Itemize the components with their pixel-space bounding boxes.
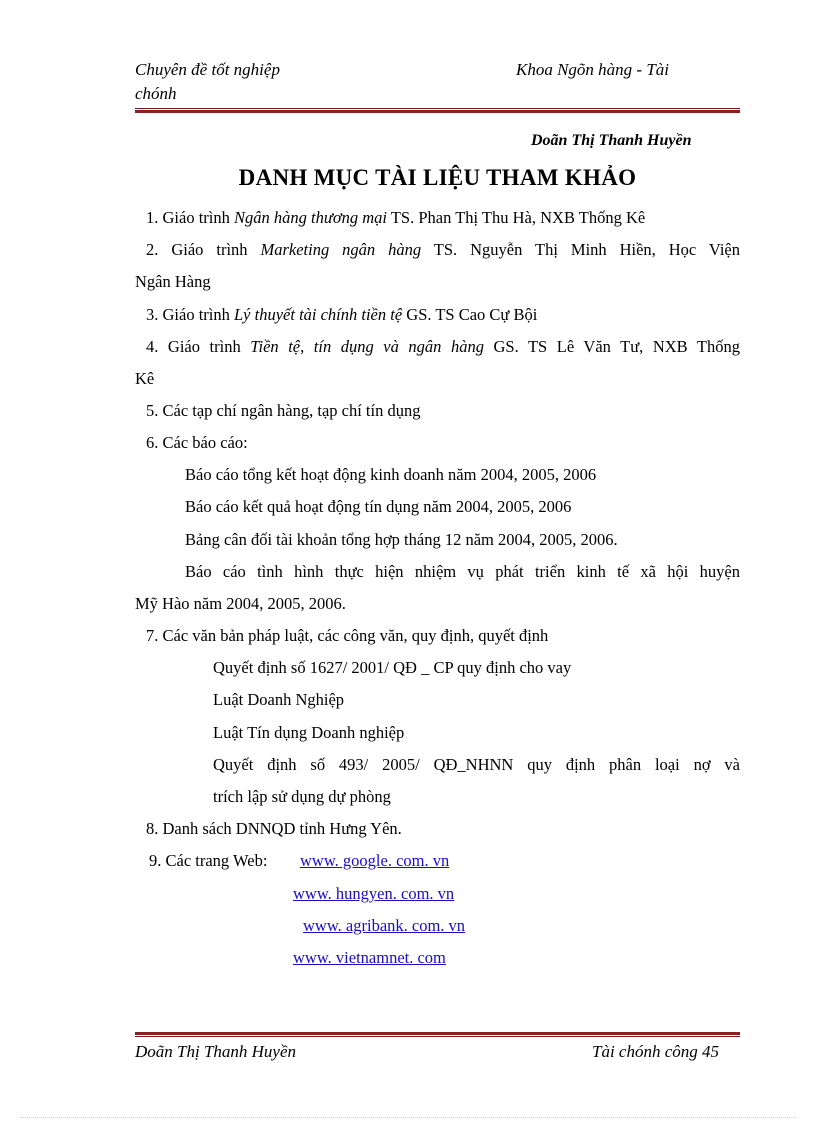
ref-item-2-cont: Ngân Hàng: [135, 272, 211, 291]
ref-item-6d-cont: Mỹ Hào năm 2004, 2005, 2006.: [135, 594, 346, 613]
ref-item-7d-cont: trích lập sử dụng dự phòng: [213, 787, 391, 806]
ref-item-3-title: Lý thuyết tài chính tiền tệ: [234, 305, 403, 324]
link-vietnamnet[interactable]: www. vietnamnet. com: [293, 948, 446, 967]
ref-item-2-title: Marketing ngân hàng: [260, 240, 422, 259]
author-name: Doãn Thị Thanh Huyền: [531, 132, 692, 149]
footer-left: Doãn Thị Thanh Huyền: [135, 1042, 297, 1061]
header-rule-thin: [135, 108, 740, 109]
ref-item-4-title: Tiền tệ, tín dụng và ngân hàng: [250, 337, 484, 356]
footer-right: Tài chónh công 45: [592, 1042, 720, 1061]
header-rule-thick: [135, 110, 740, 113]
footer-rule-thick: [135, 1032, 740, 1035]
ref-item-6b: Báo cáo kết quả hoạt động tín dụng năm 2004, 2005, 2006: [185, 497, 572, 516]
header-rule: [135, 108, 740, 113]
ref-item-1: [146, 208, 645, 228]
ref-item-2-post: TS. Nguyễn Thị Minh Hiền, Học Viện: [421, 240, 740, 259]
ref-item-2-pre: 2. Giáo trình: [146, 240, 261, 259]
ref-item-1-post: TS. Phan Thị Thu Hà, NXB Thống Kê: [387, 208, 646, 227]
ref-item-7: 7. Các văn bản pháp luật, các công văn, quy định, quyết định: [146, 626, 549, 645]
header-left-line2: chónh: [135, 84, 177, 103]
ref-item-9: [149, 851, 267, 871]
link-agribank[interactable]: www. agribank. com. vn: [303, 916, 466, 935]
ref-item-3-post: GS. TS Cao Cự Bội: [402, 305, 538, 324]
ref-item-8: 8. Danh sách DNNQD tỉnh Hưng Yên.: [146, 819, 402, 838]
link-hungyen[interactable]: www. hungyen. com. vn: [293, 884, 455, 903]
ref-item-6c: Bảng cân đối tài khoản tổng hợp tháng 12 năm 2004, 2005, 2006.: [185, 530, 618, 549]
page-title: DANH MỤC TÀI LIỆU THAM KHẢO: [238, 165, 637, 190]
page-bottom-dotted-line: [20, 1117, 796, 1118]
ref-item-6d: Báo cáo tình hình thực hiện nhiệm vụ phát triển kinh tế xã hội huyện: [185, 562, 740, 581]
ref-item-2: [146, 240, 740, 260]
ref-item-4-pre: 4. Giáo trình: [146, 337, 251, 356]
footer-rule-thin: [135, 1036, 740, 1037]
ref-item-4-cont: Kê: [135, 369, 155, 388]
ref-item-4-post: GS. TS Lê Văn Tư, NXB Thống: [483, 337, 741, 356]
ref-item-5: 5. Các tạp chí ngân hàng, tạp chí tín dụng: [146, 401, 421, 420]
ref-item-6: 6. Các báo cáo:: [146, 433, 248, 452]
header-right: Khoa Ngõn hàng - Tài: [516, 60, 670, 79]
header-left: [135, 58, 335, 106]
link-google[interactable]: www. google. com. vn: [300, 851, 450, 870]
ref-item-7a: Quyết định số 1627/ 2001/ QĐ _ CP quy định cho vay: [213, 658, 572, 677]
ref-item-3-pre: 3. Giáo trình: [146, 305, 234, 324]
ref-item-9-label: 9. Các trang Web:: [149, 851, 268, 870]
header-left-line1: Chuyên đề tốt nghiệp: [135, 60, 280, 79]
ref-item-6a: Báo cáo tổng kết hoạt động kinh doanh năm 2004, 2005, 2006: [185, 465, 597, 484]
ref-item-7c: Luật Tín dụng Doanh nghiệp: [213, 723, 405, 742]
ref-item-3: [146, 305, 537, 325]
ref-item-1-pre: 1. Giáo trình: [146, 208, 234, 227]
footer-rule: [135, 1032, 740, 1037]
ref-item-7d: Quyết định số 493/ 2005/ QĐ_NHNN quy định phân loại nợ và: [213, 755, 740, 774]
ref-item-4: [146, 337, 740, 357]
ref-item-1-title: Ngân hàng thương mại: [234, 208, 388, 227]
ref-item-7b: Luật Doanh Nghiệp: [213, 690, 345, 709]
